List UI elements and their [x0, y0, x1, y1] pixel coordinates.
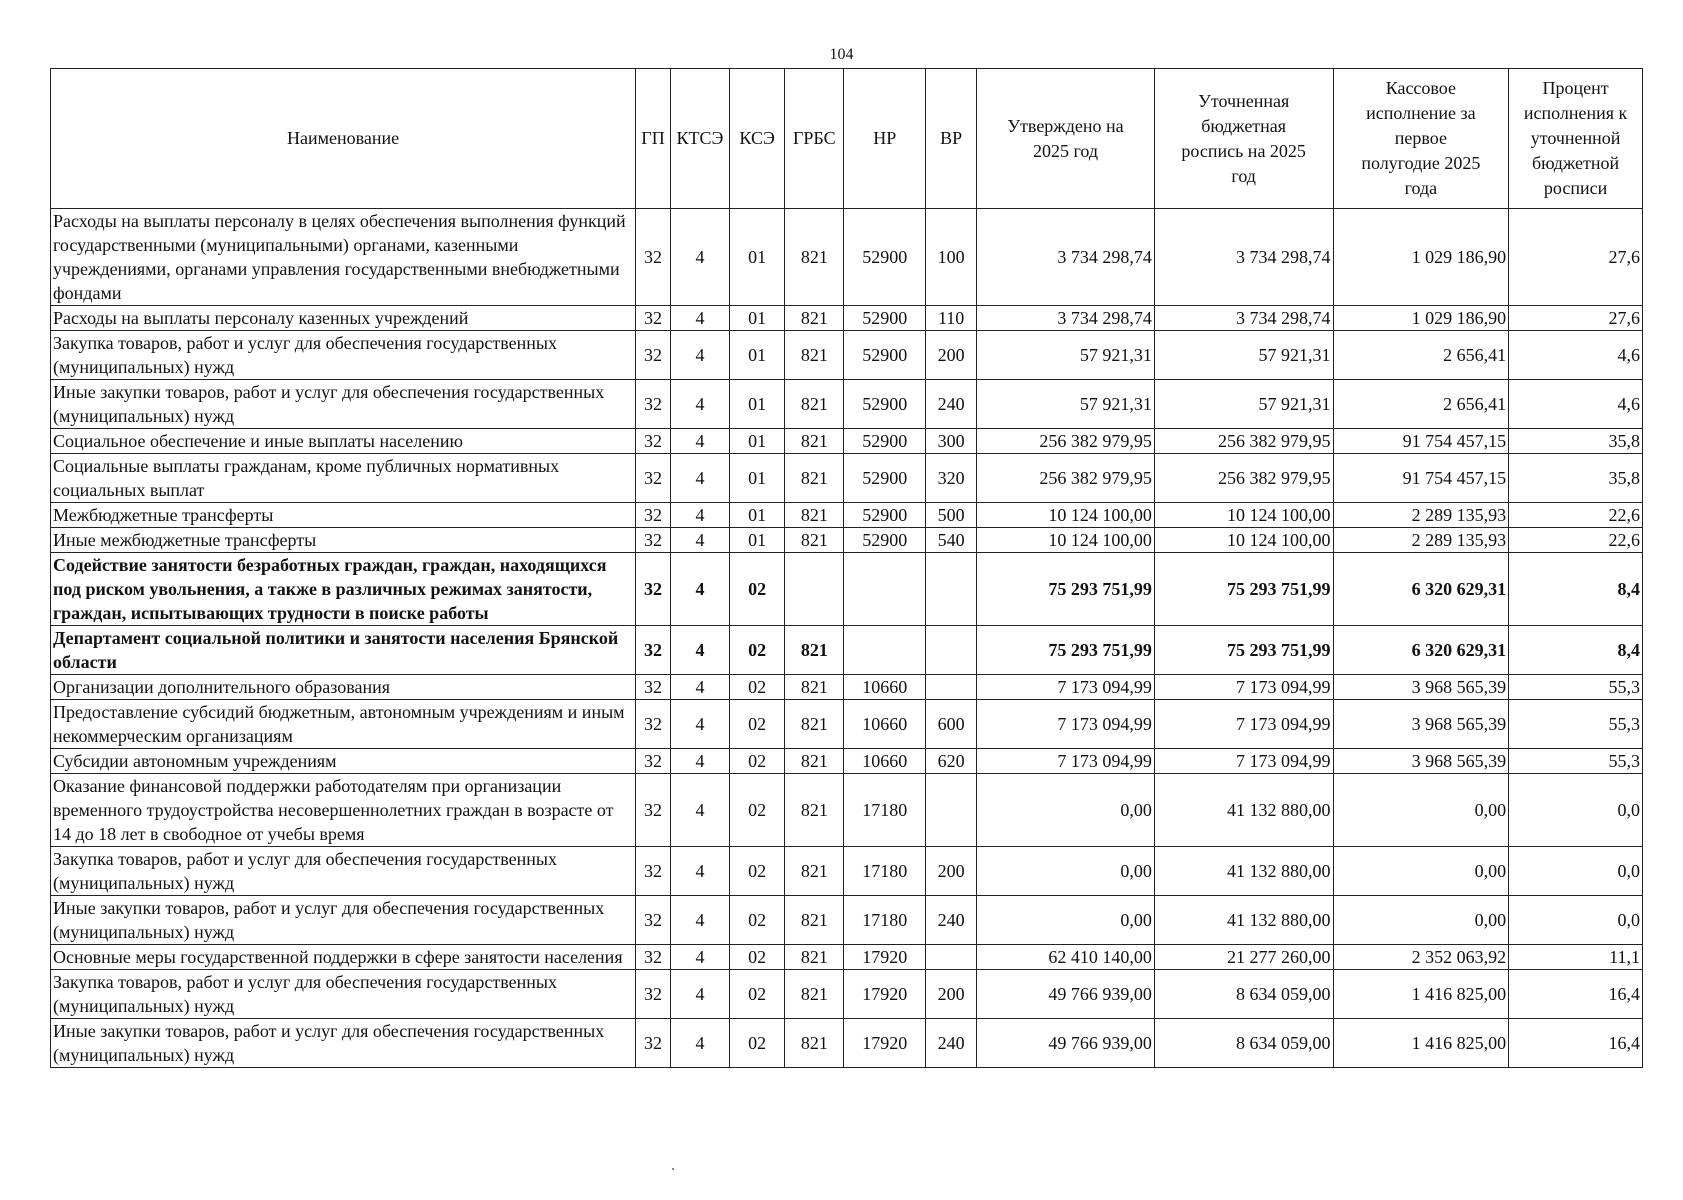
cell-grbs: 821	[785, 1019, 844, 1068]
cell-kse: 01	[730, 209, 785, 306]
cell-approved: 7 173 094,99	[977, 700, 1155, 749]
cell-refined: 75 293 751,99	[1154, 626, 1333, 675]
cell-grbs: 821	[785, 306, 844, 331]
cell-grbs: 821	[785, 380, 844, 429]
cell-grbs: 821	[785, 429, 844, 454]
cell-nr: 52900	[844, 429, 926, 454]
cell-vr	[926, 626, 977, 675]
cell-ktse: 4	[670, 503, 729, 528]
header-refined: Уточненная бюджетная роспись на 2025 год	[1154, 69, 1333, 209]
table-row	[51, 626, 1643, 675]
cell-gp: 32	[636, 331, 671, 380]
cell-nr: 17180	[844, 896, 926, 945]
cell-ktse: 4	[670, 306, 729, 331]
cell-nr: 17920	[844, 1019, 926, 1068]
cell-kse: 01	[730, 454, 785, 503]
cell-refined: 7 173 094,99	[1154, 749, 1333, 774]
cell-vr: 620	[926, 749, 977, 774]
table-row	[51, 774, 1643, 847]
table-row	[51, 896, 1643, 945]
cell-nr	[844, 553, 926, 626]
cell-executed: 0,00	[1333, 896, 1509, 945]
cell-approved: 10 124 100,00	[977, 503, 1155, 528]
budget-execution-table	[50, 68, 1643, 1068]
cell-refined: 8 634 059,00	[1154, 970, 1333, 1019]
header-executed: Кассовое исполнение за первое полугодие 2025 года	[1333, 69, 1509, 209]
cell-refined: 3 734 298,74	[1154, 306, 1333, 331]
cell-percent: 55,3	[1509, 700, 1643, 749]
cell-percent: 16,4	[1509, 970, 1643, 1019]
cell-grbs: 821	[785, 503, 844, 528]
cell-percent: 22,6	[1509, 528, 1643, 553]
header-vr: ВР	[926, 69, 977, 209]
cell-refined: 75 293 751,99	[1154, 553, 1333, 626]
cell-grbs: 821	[785, 749, 844, 774]
cell-gp: 32	[636, 306, 671, 331]
cell-nr: 17920	[844, 945, 926, 970]
cell-kse: 02	[730, 675, 785, 700]
cell-name: Социальное обеспечение и иные выплаты населению	[51, 429, 636, 454]
header-grbs: ГРБС	[785, 69, 844, 209]
cell-ktse: 4	[670, 700, 729, 749]
header-nr: НР	[844, 69, 926, 209]
cell-vr: 540	[926, 528, 977, 553]
cell-percent: 0,0	[1509, 847, 1643, 896]
table-row	[51, 970, 1643, 1019]
cell-vr: 240	[926, 1019, 977, 1068]
cell-vr: 200	[926, 847, 977, 896]
cell-gp: 32	[636, 945, 671, 970]
cell-gp: 32	[636, 380, 671, 429]
cell-ktse: 4	[670, 1019, 729, 1068]
cell-name: Основные меры государственной поддержки в сфере занятости населения	[51, 945, 636, 970]
cell-name: Содействие занятости безработных граждан, граждан, находящихся под риском увольнения, а также в различных режимах занятости, граждан, испытывающих трудности в поиске работы	[51, 553, 636, 626]
cell-name: Расходы на выплаты персоналу казенных учреждений	[51, 306, 636, 331]
cell-ktse: 4	[670, 675, 729, 700]
cell-ktse: 4	[670, 749, 729, 774]
cell-kse: 02	[730, 847, 785, 896]
cell-grbs: 821	[785, 528, 844, 553]
cell-approved: 49 766 939,00	[977, 1019, 1155, 1068]
table-row	[51, 700, 1643, 749]
cell-vr	[926, 774, 977, 847]
cell-kse: 02	[730, 970, 785, 1019]
cell-approved: 57 921,31	[977, 380, 1155, 429]
cell-refined: 41 132 880,00	[1154, 896, 1333, 945]
cell-executed: 1 029 186,90	[1333, 209, 1509, 306]
cell-nr: 10660	[844, 749, 926, 774]
cell-approved: 0,00	[977, 774, 1155, 847]
header-kse: КСЭ	[730, 69, 785, 209]
cell-approved: 3 734 298,74	[977, 209, 1155, 306]
cell-gp: 32	[636, 700, 671, 749]
cell-percent: 16,4	[1509, 1019, 1643, 1068]
cell-name: Организации дополнительного образования	[51, 675, 636, 700]
cell-refined: 41 132 880,00	[1154, 774, 1333, 847]
cell-executed: 2 289 135,93	[1333, 503, 1509, 528]
cell-name: Расходы на выплаты персоналу в целях обеспечения выполнения функций государственными (муниципальными) органами, казенными учреждениями, органами управления государственными внебюджетными фондами	[51, 209, 636, 306]
cell-name: Закупка товаров, работ и услуг для обеспечения государственных (муниципальных) нужд	[51, 331, 636, 380]
cell-grbs: 821	[785, 675, 844, 700]
cell-name: Иные закупки товаров, работ и услуг для обеспечения государственных (муниципальных) нужд	[51, 1019, 636, 1068]
cell-refined: 57 921,31	[1154, 380, 1333, 429]
scan-speck	[672, 1168, 674, 1170]
cell-kse: 02	[730, 774, 785, 847]
cell-kse: 02	[730, 749, 785, 774]
cell-approved: 10 124 100,00	[977, 528, 1155, 553]
cell-nr: 17920	[844, 970, 926, 1019]
header-approved: Утверждено на 2025 год	[977, 69, 1155, 209]
cell-percent: 27,6	[1509, 306, 1643, 331]
cell-percent: 8,4	[1509, 553, 1643, 626]
table-row	[51, 331, 1643, 380]
cell-ktse: 4	[670, 774, 729, 847]
cell-grbs: 821	[785, 331, 844, 380]
cell-name: Департамент социальной политики и занятости населения Брянской области	[51, 626, 636, 675]
cell-percent: 0,0	[1509, 896, 1643, 945]
cell-approved: 0,00	[977, 896, 1155, 945]
cell-percent: 55,3	[1509, 675, 1643, 700]
cell-refined: 21 277 260,00	[1154, 945, 1333, 970]
cell-executed: 3 968 565,39	[1333, 675, 1509, 700]
cell-ktse: 4	[670, 626, 729, 675]
cell-executed: 91 754 457,15	[1333, 429, 1509, 454]
cell-name: Закупка товаров, работ и услуг для обеспечения государственных (муниципальных) нужд	[51, 970, 636, 1019]
header-name: Наименование	[51, 69, 636, 209]
cell-ktse: 4	[670, 331, 729, 380]
cell-executed: 0,00	[1333, 847, 1509, 896]
cell-percent: 4,6	[1509, 380, 1643, 429]
cell-refined: 256 382 979,95	[1154, 429, 1333, 454]
cell-gp: 32	[636, 626, 671, 675]
cell-vr: 240	[926, 380, 977, 429]
cell-percent: 27,6	[1509, 209, 1643, 306]
cell-kse: 02	[730, 896, 785, 945]
cell-nr: 52900	[844, 209, 926, 306]
cell-ktse: 4	[670, 454, 729, 503]
cell-grbs: 821	[785, 945, 844, 970]
cell-executed: 2 352 063,92	[1333, 945, 1509, 970]
cell-vr: 500	[926, 503, 977, 528]
cell-nr: 52900	[844, 331, 926, 380]
cell-refined: 41 132 880,00	[1154, 847, 1333, 896]
cell-percent: 4,6	[1509, 331, 1643, 380]
cell-approved: 75 293 751,99	[977, 626, 1155, 675]
cell-gp: 32	[636, 503, 671, 528]
cell-name: Социальные выплаты гражданам, кроме публичных нормативных социальных выплат	[51, 454, 636, 503]
cell-nr: 52900	[844, 306, 926, 331]
cell-executed: 2 289 135,93	[1333, 528, 1509, 553]
cell-refined: 256 382 979,95	[1154, 454, 1333, 503]
table-row	[51, 1019, 1643, 1068]
cell-executed: 6 320 629,31	[1333, 553, 1509, 626]
cell-grbs: 821	[785, 774, 844, 847]
cell-nr: 17180	[844, 774, 926, 847]
cell-refined: 8 634 059,00	[1154, 1019, 1333, 1068]
cell-grbs: 821	[785, 970, 844, 1019]
cell-nr: 10660	[844, 675, 926, 700]
cell-kse: 01	[730, 528, 785, 553]
cell-name: Закупка товаров, работ и услуг для обеспечения государственных (муниципальных) нужд	[51, 847, 636, 896]
cell-kse: 01	[730, 306, 785, 331]
table-row	[51, 675, 1643, 700]
cell-gp: 32	[636, 749, 671, 774]
cell-executed: 0,00	[1333, 774, 1509, 847]
cell-approved: 7 173 094,99	[977, 749, 1155, 774]
cell-vr	[926, 553, 977, 626]
cell-nr: 52900	[844, 380, 926, 429]
cell-gp: 32	[636, 553, 671, 626]
cell-refined: 10 124 100,00	[1154, 503, 1333, 528]
cell-percent: 35,8	[1509, 429, 1643, 454]
cell-name: Субсидии автономным учреждениям	[51, 749, 636, 774]
cell-nr: 10660	[844, 700, 926, 749]
table-row	[51, 945, 1643, 970]
cell-approved: 3 734 298,74	[977, 306, 1155, 331]
cell-vr	[926, 675, 977, 700]
cell-nr: 52900	[844, 528, 926, 553]
cell-ktse: 4	[670, 528, 729, 553]
cell-gp: 32	[636, 1019, 671, 1068]
table-row	[51, 429, 1643, 454]
cell-kse: 02	[730, 553, 785, 626]
cell-vr: 100	[926, 209, 977, 306]
cell-ktse: 4	[670, 970, 729, 1019]
table-row	[51, 380, 1643, 429]
cell-nr: 52900	[844, 454, 926, 503]
cell-gp: 32	[636, 429, 671, 454]
cell-kse: 02	[730, 626, 785, 675]
cell-percent: 8,4	[1509, 626, 1643, 675]
cell-kse: 01	[730, 331, 785, 380]
cell-executed: 1 416 825,00	[1333, 970, 1509, 1019]
cell-gp: 32	[636, 454, 671, 503]
cell-executed: 1 029 186,90	[1333, 306, 1509, 331]
cell-approved: 0,00	[977, 847, 1155, 896]
table-row	[51, 306, 1643, 331]
cell-refined: 7 173 094,99	[1154, 700, 1333, 749]
cell-vr: 600	[926, 700, 977, 749]
cell-executed: 91 754 457,15	[1333, 454, 1509, 503]
cell-name: Оказание финансовой поддержки работодателям при организации временного трудоустройства несовершеннолетних граждан в возрасте от 14 до 18 лет в свободное от учебы время	[51, 774, 636, 847]
header-ktse: КТСЭ	[670, 69, 729, 209]
cell-kse: 01	[730, 380, 785, 429]
cell-kse: 02	[730, 700, 785, 749]
cell-ktse: 4	[670, 209, 729, 306]
cell-executed: 1 416 825,00	[1333, 1019, 1509, 1068]
cell-kse: 02	[730, 945, 785, 970]
table-row	[51, 209, 1643, 306]
cell-nr	[844, 626, 926, 675]
cell-gp: 32	[636, 528, 671, 553]
cell-refined: 57 921,31	[1154, 331, 1333, 380]
header-row	[51, 69, 1643, 209]
cell-executed: 2 656,41	[1333, 331, 1509, 380]
cell-executed: 3 968 565,39	[1333, 749, 1509, 774]
cell-gp: 32	[636, 970, 671, 1019]
cell-vr: 110	[926, 306, 977, 331]
cell-executed: 6 320 629,31	[1333, 626, 1509, 675]
cell-approved: 7 173 094,99	[977, 675, 1155, 700]
cell-approved: 256 382 979,95	[977, 429, 1155, 454]
cell-name: Иные закупки товаров, работ и услуг для обеспечения государственных (муниципальных) нужд	[51, 896, 636, 945]
cell-ktse: 4	[670, 847, 729, 896]
cell-percent: 55,3	[1509, 749, 1643, 774]
page-number: 104	[829, 46, 854, 63]
cell-percent: 11,1	[1509, 945, 1643, 970]
cell-nr: 17180	[844, 847, 926, 896]
table-row	[51, 847, 1643, 896]
cell-vr: 200	[926, 970, 977, 1019]
cell-approved: 57 921,31	[977, 331, 1155, 380]
cell-name: Иные закупки товаров, работ и услуг для обеспечения государственных (муниципальных) нужд	[51, 380, 636, 429]
cell-grbs: 821	[785, 896, 844, 945]
cell-percent: 22,6	[1509, 503, 1643, 528]
cell-name: Иные межбюджетные трансферты	[51, 528, 636, 553]
cell-kse: 02	[730, 1019, 785, 1068]
cell-grbs: 821	[785, 454, 844, 503]
cell-ktse: 4	[670, 896, 729, 945]
cell-vr: 300	[926, 429, 977, 454]
header-gp: ГП	[636, 69, 671, 209]
cell-kse: 01	[730, 503, 785, 528]
cell-grbs: 821	[785, 626, 844, 675]
cell-name: Межбюджетные трансферты	[51, 503, 636, 528]
cell-kse: 01	[730, 429, 785, 454]
table-row	[51, 749, 1643, 774]
cell-executed: 2 656,41	[1333, 380, 1509, 429]
cell-vr: 240	[926, 896, 977, 945]
cell-ktse: 4	[670, 429, 729, 454]
cell-grbs: 821	[785, 847, 844, 896]
table-row	[51, 454, 1643, 503]
header-percent: Процент исполнения к уточненной бюджетной росписи	[1509, 69, 1643, 209]
cell-refined: 10 124 100,00	[1154, 528, 1333, 553]
cell-refined: 7 173 094,99	[1154, 675, 1333, 700]
cell-name: Предоставление субсидий бюджетным, автономным учреждениям и иным некоммерческим организациям	[51, 700, 636, 749]
cell-gp: 32	[636, 896, 671, 945]
cell-approved: 49 766 939,00	[977, 970, 1155, 1019]
cell-executed: 3 968 565,39	[1333, 700, 1509, 749]
table-row	[51, 503, 1643, 528]
cell-vr	[926, 945, 977, 970]
cell-nr: 52900	[844, 503, 926, 528]
cell-vr: 200	[926, 331, 977, 380]
cell-approved: 256 382 979,95	[977, 454, 1155, 503]
cell-percent: 0,0	[1509, 774, 1643, 847]
cell-gp: 32	[636, 774, 671, 847]
cell-grbs: 821	[785, 209, 844, 306]
cell-vr: 320	[926, 454, 977, 503]
cell-approved: 62 410 140,00	[977, 945, 1155, 970]
cell-refined: 3 734 298,74	[1154, 209, 1333, 306]
cell-approved: 75 293 751,99	[977, 553, 1155, 626]
cell-ktse: 4	[670, 553, 729, 626]
cell-gp: 32	[636, 847, 671, 896]
cell-grbs: 821	[785, 700, 844, 749]
cell-ktse: 4	[670, 380, 729, 429]
cell-grbs	[785, 553, 844, 626]
table-row	[51, 528, 1643, 553]
cell-percent: 35,8	[1509, 454, 1643, 503]
cell-gp: 32	[636, 209, 671, 306]
cell-gp: 32	[636, 675, 671, 700]
table-row	[51, 553, 1643, 626]
cell-ktse: 4	[670, 945, 729, 970]
table-body	[51, 209, 1643, 1068]
